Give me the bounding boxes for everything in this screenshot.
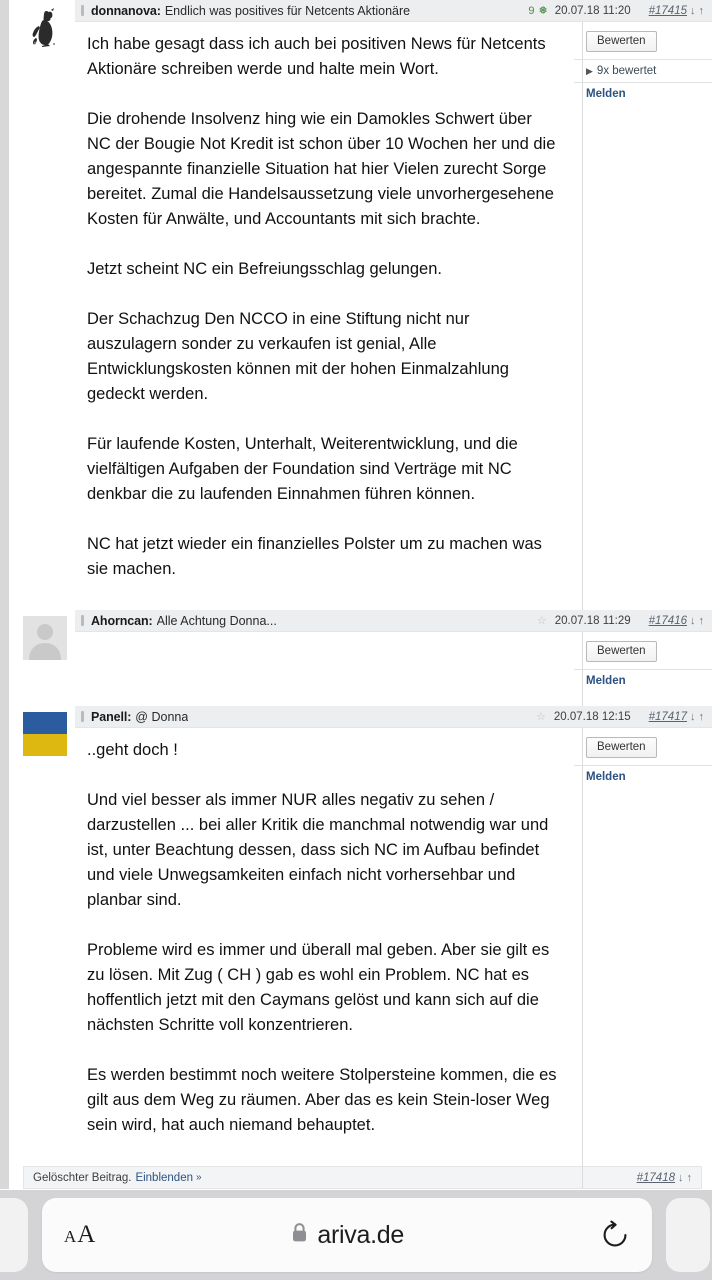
jump-up-icon[interactable]: ↑ [698,614,704,627]
avatar[interactable] [23,712,67,756]
chevron-right-icon: ▶ [586,66,593,76]
url-display[interactable] [95,1221,600,1250]
forum-post [9,610,712,692]
forum-post [9,0,712,596]
post-permalink-group[interactable] [619,1172,692,1184]
jump-up-icon[interactable]: ↑ [698,710,704,723]
post-header[interactable] [75,610,712,632]
report-row[interactable] [574,669,712,692]
avatar[interactable] [23,6,67,50]
post-author[interactable]: Panell: [91,709,132,724]
post-actions [574,728,712,1152]
address-bar[interactable] [42,1198,652,1272]
post-subject[interactable]: @ Donna [135,709,189,724]
report-row[interactable] [574,82,712,105]
text-size-large-a: A [77,1221,96,1248]
grip-icon [81,615,84,626]
post-number-link[interactable]: #17418 [636,1171,675,1184]
post-spacer [9,596,712,610]
post-author[interactable]: Ahorncan: [91,613,153,628]
lock-icon [291,1222,308,1248]
post-subject[interactable]: Endlich was positives für Netcents Aktionäre [164,3,411,18]
post-paragraph: Die drohende Insolvenz hing wie ein Damokles Schwert über NC der Bougie Not Kredit ist schon über 10 Wochen her und die angespannte finanzielle Situation hat hier Vielen zurecht Sorge bereitet. Zumal die Handelsaussetzung viele unvorhergesehene Kosten für Anwälte, und Accountants mit sich brachte. [87,110,556,228]
post-paragraph: ..geht doch ! [87,741,178,759]
post-body [75,22,574,596]
grip-icon [81,711,84,722]
post-timestamp: 20.07.18 11:20 [554,4,631,17]
post-header[interactable] [75,706,712,728]
post-body [75,728,574,1152]
jump-up-icon[interactable]: ↑ [686,1171,692,1184]
tab-strip[interactable] [0,1198,712,1272]
report-link[interactable]: Melden [586,771,626,783]
post-header[interactable] [75,0,712,22]
star-icon[interactable]: ☆ [536,711,546,723]
post-body [75,632,574,692]
post-paragraph: Ich habe gesagt dass ich auch bei positiven News für Netcents Aktionäre schreiben werde und halte mein Wort. [87,35,546,78]
next-tab-peek[interactable] [666,1198,710,1272]
previous-tab-peek[interactable] [0,1198,28,1272]
show-deleted-chevron-icon[interactable]: » [196,1172,202,1183]
post-subject[interactable]: Alle Achtung Donna... [156,613,277,628]
rate-button[interactable]: Bewerten [586,641,657,662]
avatar-cell [9,610,75,660]
post-spacer [9,692,712,706]
rate-button-wrap [574,27,712,59]
post-paragraph: Es werden bestimmt noch weitere Stolpersteine kommen, die es gilt aus dem Weg zu räumen. Aber das es kein Stein-loser Weg sein wird, hat auch niemand behauptet. [87,1066,557,1134]
text-size-small-a: A [64,1227,77,1246]
report-link[interactable]: Melden [586,88,626,100]
post-actions [574,632,712,692]
post-paragraph: Für laufende Kosten, Unterhalt, Weiterentwicklung, und die vielfältigen Aufgaben der Foundation sind Verträge mit NC denkbar die zu laufenden Einnahmen führen können. [87,435,518,503]
jump-down-icon[interactable]: ↓ [690,710,696,723]
show-deleted-link[interactable]: Einblenden [135,1171,193,1184]
safari-toolbar [0,1190,712,1280]
post-number-link[interactable]: #17415 [648,4,687,17]
post-paragraph: NC hat jetzt wieder ein finanzielles Polster um zu machen was sie machen. [87,535,542,578]
jump-down-icon[interactable]: ↓ [690,4,696,17]
post-paragraph: Jetzt scheint NC ein Befreiungsschlag gelungen. [87,260,442,278]
post-spacer [9,1152,712,1166]
forum-post [9,706,712,1152]
post-author[interactable]: donnanova: [91,3,161,18]
post-permalink-group[interactable] [631,711,704,723]
jump-down-icon[interactable]: ↓ [678,1171,684,1184]
report-row[interactable] [574,765,712,788]
post-permalink-group[interactable] [631,615,704,627]
grip-icon [81,5,84,16]
jump-up-icon[interactable]: ↑ [698,4,704,17]
post-number-link[interactable]: #17416 [648,614,687,627]
post-paragraph: Und viel besser als immer NUR alles negativ zu sehen / darzustellen ... bei aller Kritik die manchmal notwendig war und ist, unter Beachtung dessen, dass sich NC im Aufbau befindet und viele Unwegsamkeiten einfach nicht vorhersehbar und planbar sind. [87,791,549,909]
url-text[interactable]: ariva.de [317,1220,404,1249]
text-size-button[interactable] [64,1221,95,1249]
avatar[interactable] [23,616,67,660]
rate-button[interactable]: Bewerten [586,737,657,758]
rate-button-wrap [574,637,712,669]
avatar-cell [9,706,75,756]
rating-count: 9 [528,4,535,17]
deleted-post-label: Gelöschter Beitrag. [33,1171,132,1184]
deleted-post-bar[interactable] [23,1166,702,1189]
post-actions [574,22,712,596]
post-permalink-group[interactable] [631,5,704,17]
post-paragraph: Der Schachzug Den NCCO in eine Stiftung nicht nur auszulagern sonder zu verkaufen ist genial, Alle Entwicklungskosten können mit der hohen Einmalzahlung gedeckt werden. [87,310,509,403]
reload-icon[interactable] [600,1220,630,1250]
post-number-link[interactable]: #17417 [648,710,687,723]
rate-button-wrap [574,733,712,765]
star-icon[interactable]: ☆ [536,615,547,627]
leaf-icon: ❅ [538,5,548,17]
post-paragraph: Probleme wird es immer und überall mal geben. Aber sie gilt es zu lösen. Mit Zug ( CH ) gab es wohl ein Problem. NC hat es hoffentlich jetzt mit den Caymans gelöst und kann sich auf die nächsten Schritte voll konzentrieren. [87,941,550,1034]
avatar-cell [9,0,75,50]
rated-label[interactable]: 9x bewertet [596,65,657,77]
post-timestamp: 20.07.18 11:29 [554,614,631,627]
rated-summary[interactable] [574,59,712,82]
rate-button[interactable]: Bewerten [586,31,657,52]
report-link[interactable]: Melden [586,675,626,687]
jump-down-icon[interactable]: ↓ [690,614,696,627]
post-timestamp: 20.07.18 12:15 [553,710,631,723]
